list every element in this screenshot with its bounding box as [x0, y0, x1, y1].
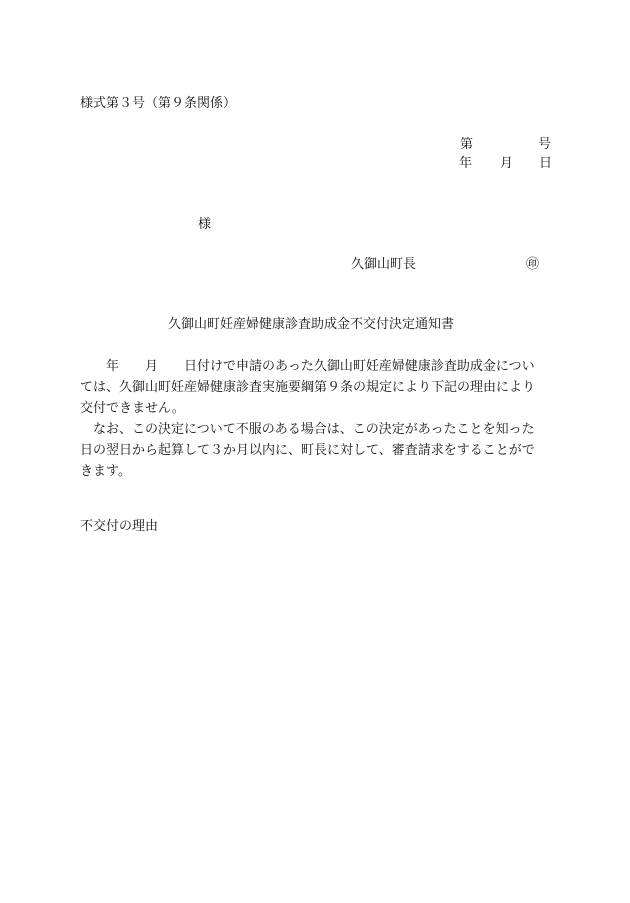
reason-label: 不交付の理由 [80, 519, 159, 534]
body-paragraph-1 [80, 356, 552, 419]
body-paragraph-1-line-2: ては、久御山町妊産婦健康診査実施要綱第９条の規定により下記の理由により [80, 380, 536, 395]
body-paragraph-2-line-3: きます。 [80, 464, 131, 479]
body-paragraph-2-line-1: なお、この決定について不服のある場合は、この決定があったことを知った [80, 422, 535, 437]
document-title: 久御山町妊産婦健康診査助成金不交付決定通知書 [168, 317, 455, 332]
date-year-label: 年 [459, 156, 473, 171]
form-number: 様式第３号（第９条関係） [80, 96, 237, 111]
addressee-honorific: 様 [198, 217, 212, 232]
seal-mark: ㊞ [526, 257, 540, 272]
document-number-suffix: 号 [538, 137, 552, 152]
issuer-name: 久御山町長 [351, 257, 417, 272]
body-paragraph-2-line-2: 日の翌日から起算して３か月以内に、町長に対して、審査請求をすることがで [80, 443, 535, 458]
date-month-label: 月 [500, 156, 514, 171]
body-paragraph-2 [80, 419, 552, 482]
body-paragraph-1-line-3: 交付できません。 [80, 401, 185, 416]
date-day-label: 日 [539, 156, 553, 171]
document-number-prefix: 第 [460, 137, 474, 152]
body-paragraph-1-line-1: 年 月 日付けで申請のあった久御山町妊産婦健康診査助成金につい [80, 359, 535, 374]
